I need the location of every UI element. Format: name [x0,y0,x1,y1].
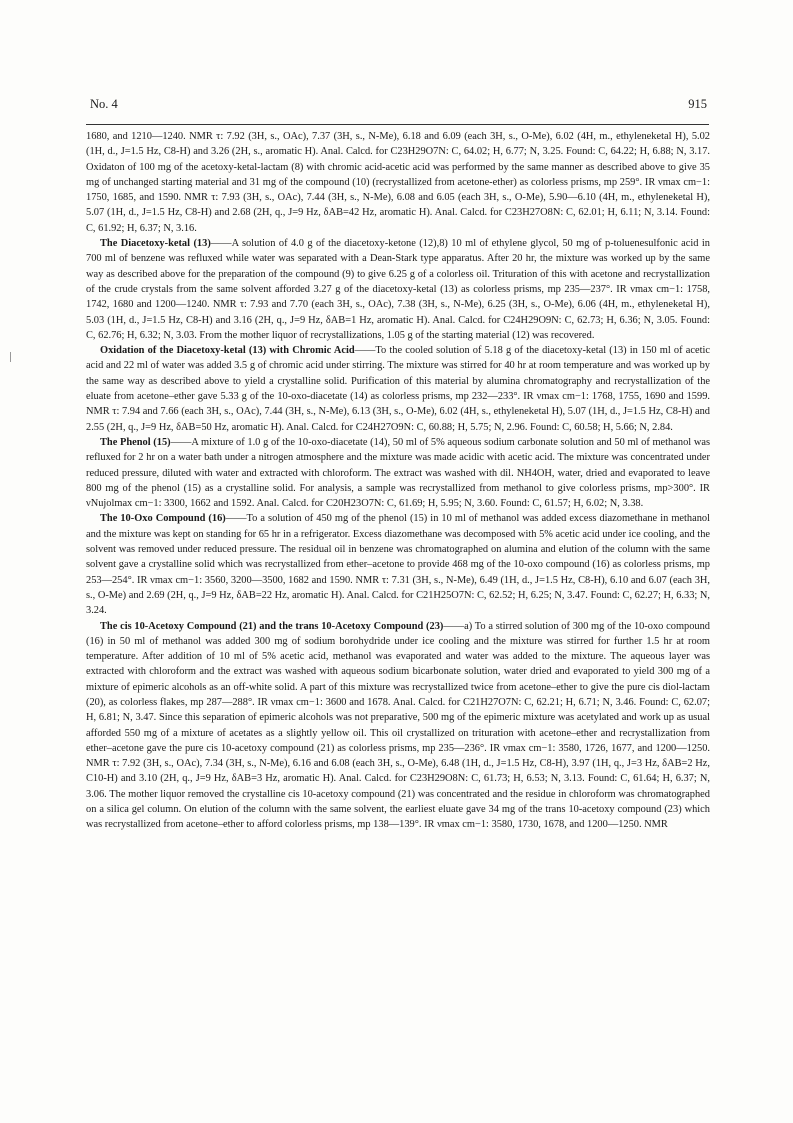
section-title: The Diacetoxy-ketal (13) [100,238,211,250]
running-header [90,97,707,117]
paragraph-text: 1680, and 1210—1240. NMR τ: 7.92 (3H, s., OAc), 7.37 (3H, s., N-Me), 6.18 and 6.09 (each 3H, s., O-Me), 6.02 (4H, m., ethyleneketal H), 5.02 (1H, d., J=1.5 Hz, C8-H) and 3.26 (2H, s., aromatic H). Anal. Calcd. for C23H29O7N: C, 64.02; H, 6.77; N, 3.25. Found: C, 64.22; H, 6.88; N, 3.17. Oxidaton of 100 mg of the acetoxy-ketal-lactam (8) with chromic acid-acetic acid was performed by the same manner as described above to give 35 mg of unchanged starting material and 31 mg of the compound (10) (recrystallized from acetone-ether) as colorless prisms, mp 259°. IR νmax cm−1: 1750, 1685, and 1590. NMR τ: 7.93 (3H, s., OAc), 7.44 (3H, s., N-Me), 6.08 and 6.05 (each 3H, s., O-Me), 5.90—6.10 (4H, m., ethyleneketal H), 5.07 (1H, d., J=1.5 Hz, C8-H) and 2.68 (2H, q., J=9 Hz, δAB=42 Hz, aromatic H). Anal. Calcd. for C23H27O8N: C, 62.01; H, 6.11; N, 3.14. Found: C, 61.92; H, 6.37; N, 3.16. [86,131,710,234]
section-oxidation [86,343,710,435]
paragraph-text: ——a) To a stirred solution of 300 mg of the 10-oxo compound (16) in 50 ml of methanol was added 300 mg of sodium borohydride under ice cooling and the mixture was stirred for further 1.5 hr at room temperature. After addition of 10 ml of 5% acetic acid, methanol was evaporated and water was added to the mixture. The aqueous layer was extracted with chloroform and the extract was washed with aqueous sodium bicarbonate solution, water dried and evaporated to yield 300 mg of a mixture of epimeric alcohols as an off-white solid. A part of this mixture was recrystallized twice from acetone–ether to give the pure cis diol-lactam (20), as colorless flakes, mp 287—288°. IR νmax cm−1: 3600 and 1678. Anal. Calcd. for C21H27O7N: C, 62.21; H, 6.71; N, 3.46. Found: C, 62.07; H, 6.81; N, 3.47. Since this separation of epimeric alcohols was not preparative, 500 mg of the epimeric mixture was acetylated and work up as usual afforded 550 mg of a mixture of acetates as a slightly yellow oil. This oil crystallized on trituration with acetone–ether and recrystallization from ether–acetone gave the pure cis 10-acetoxy compound (21) as colorless prisms, mp 235—236°. IR νmax cm−1: 3580, 1726, 1677, and 1200—1250. NMR τ: 7.92 (3H, s., OAc), 7.34 (3H, s., N-Me), 6.16 and 6.08 (each 3H, s., O-Me), 6.48 (1H, d., J=1.5 Hz, C8-H), 3.97 (1H, q., J=3 Hz, δAB=2 Hz, C10-H) and 3.10 (2H, q., J=9 Hz, δAB=3 Hz, aromatic H). Anal. Calcd. for C23H29O8N: C, 61.73; H, 6.53; N, 3.13. Found: C, 61.64; H, 6.37; N, 3.06. The mother liquor removed the crystalline cis 10-acetoxy compound (21) was concentrated and the residue in chloroform was chromatographed on a silica gel column. On elution of the column with the same solvent, the earliest eluate gave 34 mg of the trans 10-acetoxy compound (23) which was recrystallized from acetone–ether to afford colorless prisms, mp 138—139°. IR νmax cm−1: 3580, 1730, 1678, and 1200—1250. NMR [86,620,711,831]
section-phenol [86,435,710,511]
article-body [86,129,710,833]
section-diacetoxy-ketal [86,236,710,343]
section-acetoxy-compounds [86,619,710,833]
page-number: 915 [688,97,707,111]
section-title: The 10-Oxo Compound (16) [100,513,226,525]
paragraph-text: ——A solution of 4.0 g of the diacetoxy-ketone (12),8) 10 ml of ethylene glycol, 50 mg of p-toluenesulfonic acid in 700 ml of benzene was refluxed while water was separated with a Dean-Stark type apparatus. After 20 hr, the mixture was worked up by the same way as described above for the preparation of the compound (9) to give 6.25 g of a colorless oil. Trituration of this with acetone and recrystallization of the crude crystals from the same solvent afforded 3.27 g of the diacetoxy-ketal (13) as colorless prisms, mp 235—237°. IR νmax cm−1: 1758, 1742, 1680 and 1200—1240. NMR τ: 7.93 and 7.70 (each 3H, s., OAc), 7.38 (3H, s., N-Me), 6.25 (3H, s., O-Me), 6.06 (4H, m., ethyleneketal H), 5.03 (1H, d., J=1.5 Hz, C8-H) and 3.16 (2H, q., J=9 Hz, δAB=1 Hz, aromatic H). Anal. Calcd. for C24H29O9N: C, 62.73; H, 6.36; N, 3.05. Found: C, 62.76; H, 6.32; N, 3.03. From the mother liquor of recrystallizations, 1.05 g of the starting material (12) was recovered. [86,238,710,341]
section-10-oxo-compound [86,511,710,618]
paragraph-text: ——To the cooled solution of 5.18 g of the diacetoxy-ketal (13) in 150 ml of acetic acid and 22 ml of water was added 3.5 g of chromic acid under stirring. The mixture was stirred for 40 hr at room temperature and was worked up by the same way as described above to yield a crystalline solid. Purification of this material by alumina chromatography and recrystallization of the eluate from acetone–ether gave 5.33 g of the 10-oxo-diacetate (14) as colorless prisms, mp 232—233°. IR νmax cm−1: 1768, 1755, 1690 and 1599. NMR τ: 7.94 and 7.66 (each 3H, s., OAc), 7.44 (3H, s., N-Me), 6.13 (3H, s., O-Me), 6.02 (4H, s., ethyleneketal H), 5.07 (1H, d., J=1.5 Hz, C8-H) and 2.55 (2H, q., J=9 Hz, δAB=50 Hz, aromatic H). Anal. Calcd. for C24H27O9N: C, 60.88; H, 5.75; N, 2.96. Found: C, 60.58; H, 5.66; N, 2.84. [86,345,710,433]
paragraph-continuation [86,129,710,236]
section-title: The cis 10-Acetoxy Compound (21) and the trans 10-Acetoxy Compound (23) [100,620,444,632]
paragraph-text: ——To a solution of 450 mg of the phenol (15) in 10 ml of methanol was added excess diazomethane in methanol and the mixture was kept on standing for 65 hr in a refrigerator. Excess diazomethane was decomposed with 5% acetic acid under ice cooling, and the solvent was removed under reduced pressure. The residual oil in benzene was chromatographed on alumina and elution of the column with the same solvent gave a crystalline solid which was recrystallized from ether–acetone to provide 468 mg of the 10-oxo compound (16) as colorless prisms, mp 253—254°. IR νmax cm−1: 3560, 3200—3500, 1682 and 1590. NMR τ: 7.31 (3H, s., N-Me), 6.49 (1H, d., J=1.5 Hz, C8-H), 6.10 and 6.07 (each 3H, s., O-Me) and 2.69 (2H, q., J=9 Hz, δAB=22 Hz, aromatic H). Anal. Calcd. for C21H25O7N: C, 62.52; H, 6.25; N, 3.47. Found: C, 62.27; H, 6.33; N, 3.24. [86,513,710,617]
paragraph-text: ——A mixture of 1.0 g of the 10-oxo-diacetate (14), 50 ml of 5% aqueous sodium carbonate solution and 50 ml of methanol was refluxed for 2 hr on a water bath under a nitrogen atmosphere and the mixture was made acidic with acetic acid. The mixture was concentrated under reduced pressure, diluted with water and extracted with chloroform. The extract was washed with dil. NH4OH, water, dried and evaporated to leave 800 mg of the phenol (15) as a crystalline solid. For analysis, a sample was recrystallized from methanol to give colorless prisms, mp>300°. IR νNujolmax cm−1: 3300, 1662 and 1592. Anal. Calcd. for C20H23O7N: C, 61.69; H, 5.95; N, 3.60. Found: C, 61.57; H, 6.02; N, 3.38. [86,436,710,510]
margin-mark [10,352,11,362]
header-rule [86,124,709,125]
section-title: The Phenol (15) [100,436,171,448]
section-title: Oxidation of the Diacetoxy-ketal (13) with Chromic Acid [100,345,355,357]
issue-number: No. 4 [90,97,118,111]
